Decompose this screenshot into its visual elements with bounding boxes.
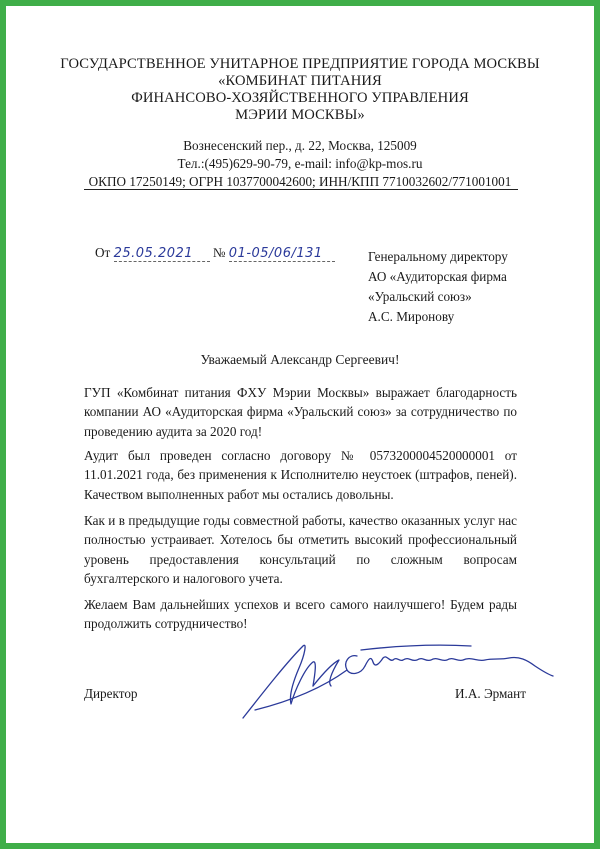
greeting: Уважаемый Александр Сергеевич! [200, 352, 400, 367]
addressee-line: А.С. Миронову [368, 309, 455, 324]
body-paragraph: ГУП «Комбинат питания ФХУ Мэрии Москвы» выражает благодарность компании АО «Аудиторская фирма «Уральский союз» за сотрудничество по проведению аудита за 2020 год! [84, 385, 517, 439]
addressee-line: АО «Аудиторская фирма [368, 269, 507, 284]
contacts-line: Тел.:(495)629-90-79, e-mail: info@kp-mos.ru [177, 156, 423, 171]
letterhead-line: ГОСУДАРСТВЕННОЕ УНИТАРНОЕ ПРЕДПРИЯТИЕ ГОРОДА МОСКВЫ [60, 56, 540, 72]
letterhead-line: ФИНАНСОВО-ХОЗЯЙСТВЕННОГО УПРАВЛЕНИЯ [131, 90, 469, 106]
addressee-block [368, 247, 508, 327]
signer-name: И.А. Эрмант [455, 686, 526, 701]
handwritten-signature [235, 620, 565, 730]
registry-line: ОКПО 17250149; ОГРН 1037700042600; ИНН/КПП 7710032602/771001001 [88, 174, 512, 189]
handwritten-date: 25.05.2021 [114, 246, 210, 262]
letterhead-divider [84, 189, 518, 190]
addressee-line: «Уральский союз» [368, 289, 472, 304]
letterhead-line: «КОМБИНАТ ПИТАНИЯ [218, 73, 382, 89]
body-paragraph: Аудит был проведен согласно договору № 0573200004520000001 от 11.01.2021 года, без применения к Исполнителю неустоек (штрафов, пеней). Качеством выполненных работ мы остались довольны. [84, 448, 517, 502]
number-label: № [212, 245, 226, 260]
outgoing-reference [95, 245, 335, 262]
letterhead-line: МЭРИИ МОСКВЫ» [235, 107, 365, 123]
addressee-line: Генеральному директору [368, 249, 508, 264]
address-line: Вознесенский пер., д. 22, Москва, 125009 [183, 138, 417, 153]
body-paragraph: Желаем Вам дальнейших успехов и всего самого наилучшего! Будем рады продолжить сотрудничество! [84, 597, 517, 632]
signer-position: Директор [84, 686, 138, 701]
body-paragraph: Как и в предыдущие годы совместной работы, качество оказанных услуг нас полностью устраивает. Хотелось бы отметить высокий профессиональный уровень предоставления консультаций по сложным вопросам бухгалтерского и налогового учета. [84, 513, 517, 586]
from-label: От [95, 245, 111, 260]
letterhead-contacts [40, 137, 560, 191]
handwritten-number: 01-05/06/131 [229, 246, 335, 262]
letterhead-organization [40, 56, 560, 124]
